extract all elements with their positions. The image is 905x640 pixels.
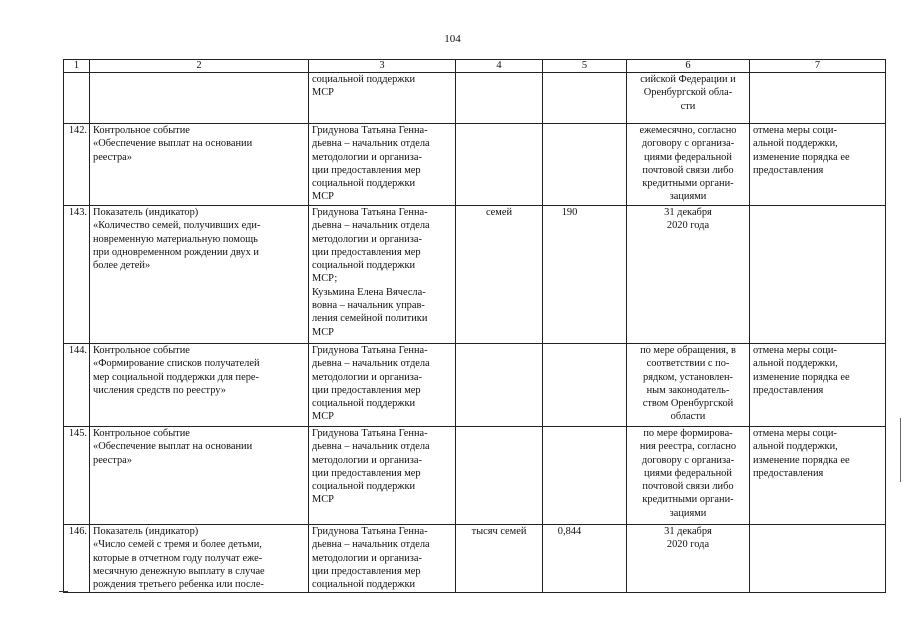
cell-line: «Обеспечение выплат на основании [93, 138, 253, 150]
cell-line: почтовой связи либо [642, 481, 734, 493]
unit-cell [456, 124, 543, 206]
risks-cell [750, 427, 886, 525]
description-cell [90, 427, 309, 525]
cell-line: предоставления [753, 164, 824, 176]
table-row [64, 525, 886, 593]
cell-line: методологии и организа- [312, 552, 422, 564]
cell-line: МСР; [312, 273, 338, 285]
page-edge-mark [59, 591, 68, 592]
table-row [64, 206, 886, 344]
cell-line: отмена меры соци- [753, 428, 837, 439]
value-cell: 0,844 [543, 525, 627, 593]
cell-line: МСР [312, 494, 334, 506]
cell-line: Контрольное событие [93, 345, 190, 356]
responsible-cell [309, 206, 456, 344]
value-cell: 190 [543, 206, 627, 344]
cell-line: реестра» [93, 454, 132, 466]
cell-line: Контрольное событие [93, 428, 190, 439]
risks-cell [750, 73, 886, 124]
value-cell [543, 73, 627, 124]
deadline-cell [627, 525, 750, 593]
description-cell [90, 344, 309, 427]
column-header: 4 [456, 60, 543, 73]
cell-line: альной поддержки, [753, 441, 838, 453]
cell-line: вовна – начальник управ- [312, 300, 425, 312]
cell-line: ления семейной политики [312, 313, 428, 325]
cell-line: циями федеральной [644, 151, 732, 163]
cell-line: почтовой связи либо [642, 164, 734, 176]
row-number-cell: 145. [64, 427, 90, 525]
cell-line: «Обеспечение выплат на основании [93, 441, 253, 453]
responsible-cell [309, 73, 456, 124]
cell-line: ции предоставления мер [312, 384, 421, 396]
cell-line: методологии и организа- [312, 151, 422, 163]
cell-line: МСР [312, 326, 334, 338]
deadline-cell [627, 73, 750, 124]
cell-line: предоставления [753, 467, 824, 479]
risks-cell [750, 344, 886, 427]
cell-line: 31 декабря [664, 526, 712, 537]
plan-table [63, 59, 886, 593]
cell-line: социальной поддержки [312, 481, 416, 493]
column-header: 3 [309, 60, 456, 73]
table-row [64, 427, 886, 525]
cell-line: сти [680, 100, 696, 112]
cell-line: Гридунова Татьяна Генна- [312, 345, 428, 356]
cell-line: Гридунова Татьяна Генна- [312, 428, 428, 439]
deadline-cell [627, 124, 750, 206]
cell-line: МСР [312, 411, 334, 423]
cell-line: ежемесячно, согласно [639, 125, 737, 136]
cell-line: предоставления [753, 384, 824, 396]
deadline-cell [627, 206, 750, 344]
cell-line: реестра» [93, 151, 132, 163]
cell-line: ции предоставления мер [312, 565, 421, 577]
cell-line: Контрольное событие [93, 125, 190, 136]
cell-line: альной поддержки, [753, 358, 838, 370]
cell-line: которые в отчетном году получат еже- [93, 552, 263, 564]
cell-line: изменение порядка ее [753, 371, 850, 383]
column-header: 7 [750, 60, 886, 73]
cell-line: социальной поддержки [312, 74, 416, 85]
cell-line: отмена меры соци- [753, 125, 837, 136]
cell-line: дьевна – начальник отдела [312, 358, 430, 370]
page-number: 104 [444, 33, 461, 45]
responsible-cell [309, 124, 456, 206]
cell-line: рядком, установлен- [643, 371, 733, 383]
cell-line: по мере обращения, в [640, 345, 736, 356]
cell-line: дьевна – начальник отдела [312, 220, 430, 232]
cell-line: 31 декабря [664, 207, 712, 218]
cell-line: «Формирование списков получателей [93, 358, 260, 370]
column-number-row [64, 60, 886, 73]
cell-line: ством Оренбургской [642, 398, 734, 410]
cell-line: методологии и организа- [312, 233, 422, 245]
cell-line: социальной поддержки [312, 178, 416, 190]
responsible-cell [309, 525, 456, 593]
cell-line: дьевна – начальник отдела [312, 138, 430, 150]
table-row [64, 344, 886, 427]
deadline-cell [627, 344, 750, 427]
cell-line: при одновременном рождении двух и [93, 246, 259, 258]
cell-line: договору с организа- [641, 138, 735, 150]
cell-line: дьевна – начальник отдела [312, 441, 430, 453]
row-number-cell: 143. [64, 206, 90, 344]
value-cell [543, 344, 627, 427]
cell-line: методологии и организа- [312, 454, 422, 466]
cell-line: ции предоставления мер [312, 467, 421, 479]
risks-cell [750, 124, 886, 206]
cell-line: циями федеральной [644, 467, 732, 479]
cell-line: области [670, 411, 706, 423]
column-header: 5 [543, 60, 627, 73]
cell-line: по мере формирова- [643, 428, 733, 439]
cell-line: ния реестра, согласно [639, 441, 737, 453]
cell-line: мер социальной поддержки для пере- [93, 371, 259, 383]
cell-line: числения средств по реестру» [93, 384, 226, 396]
row-number-cell: 144. [64, 344, 90, 427]
unit-cell: тысяч семей [456, 525, 543, 593]
cell-line: Гридунова Татьяна Генна- [312, 526, 428, 537]
cell-line: ции предоставления мер [312, 246, 421, 258]
description-cell [90, 73, 309, 124]
table-row [64, 124, 886, 206]
column-header: 6 [627, 60, 750, 73]
cell-line: кредитными органи- [642, 178, 734, 190]
unit-cell [456, 344, 543, 427]
cell-line: МСР [312, 87, 334, 99]
cell-line: Гридунова Татьяна Генна- [312, 207, 428, 218]
cell-line: альной поддержки, [753, 138, 838, 150]
description-cell [90, 525, 309, 593]
scan-margin-line [900, 418, 901, 482]
cell-line: методологии и организа- [312, 371, 422, 383]
table-row [64, 73, 886, 124]
cell-line: соответствии с по- [646, 358, 730, 370]
cell-line: более детей» [93, 260, 151, 272]
description-cell [90, 206, 309, 344]
cell-line: рождения третьего ребенка или после- [93, 579, 264, 591]
cell-line: Показатель (индикатор) [93, 526, 199, 537]
row-number-cell [64, 73, 90, 124]
cell-line: «Число семей с тремя и более детьми, [93, 539, 262, 551]
deadline-cell [627, 427, 750, 525]
cell-line: ции предоставления мер [312, 164, 421, 176]
value-cell [543, 124, 627, 206]
unit-cell [456, 427, 543, 525]
cell-line: зациями [669, 191, 707, 203]
cell-line: социальной поддержки [312, 579, 416, 591]
cell-line: социальной поддержки [312, 260, 416, 272]
risks-cell [750, 206, 886, 344]
cell-line: изменение порядка ее [753, 151, 850, 163]
cell-line: Гридунова Татьяна Генна- [312, 125, 428, 136]
cell-line: кредитными органи- [642, 494, 734, 506]
cell-line: ным законодатель- [646, 384, 730, 396]
responsible-cell [309, 427, 456, 525]
cell-line: 2020 года [666, 220, 710, 232]
cell-line: 2020 года [666, 539, 710, 551]
cell-line: договору с организа- [641, 454, 735, 466]
cell-line: дьевна – начальник отдела [312, 539, 430, 551]
cell-line: Кузьмина Елена Вячесла- [312, 286, 426, 298]
cell-line: изменение порядка ее [753, 454, 850, 466]
cell-line: «Количество семей, получивших еди- [93, 220, 261, 232]
row-number-cell: 142. [64, 124, 90, 206]
cell-line: новременную материальную помощь [93, 233, 258, 245]
cell-line: отмена меры соци- [753, 345, 837, 356]
cell-line: месячную денежную выплату в случае [93, 565, 265, 577]
responsible-cell [309, 344, 456, 427]
value-cell [543, 427, 627, 525]
unit-cell [456, 73, 543, 124]
cell-line: Показатель (индикатор) [93, 207, 199, 218]
column-header: 2 [90, 60, 309, 73]
row-number-cell: 146. [64, 525, 90, 593]
cell-line: зациями [669, 507, 707, 519]
cell-line: сийской Федерации и [640, 74, 736, 85]
description-cell [90, 124, 309, 206]
unit-cell: семей [456, 206, 543, 344]
cell-line: МСР [312, 191, 334, 203]
risks-cell [750, 525, 886, 593]
column-header: 1 [64, 60, 90, 73]
cell-line: социальной поддержки [312, 398, 416, 410]
cell-line: Оренбургской обла- [643, 87, 733, 99]
